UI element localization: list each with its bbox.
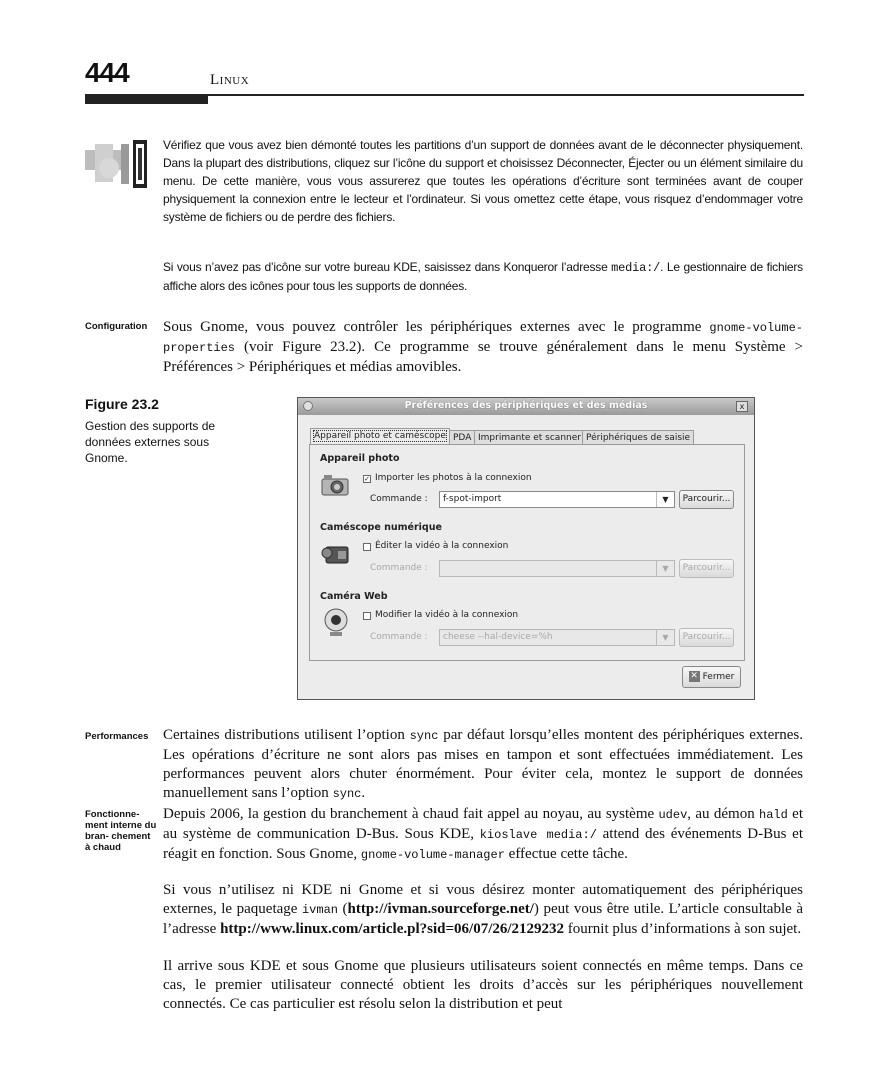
section-title: Caméra Web — [320, 591, 388, 602]
inline-code: sync — [332, 787, 362, 801]
figure-title: Figure 23.2 — [85, 396, 159, 412]
command-combo[interactable]: f-spot-import ▼ — [439, 491, 675, 508]
margin-label: Fonctionne- ment interne du bran- chement à chaud — [85, 809, 157, 853]
close-icon: ✕ — [690, 671, 698, 681]
tab-imprimante[interactable]: Imprimante et scanner — [474, 430, 585, 444]
section-title: Appareil photo — [320, 453, 400, 464]
inline-code: ivman — [301, 903, 338, 917]
inline-code: media:/ — [611, 261, 661, 275]
webcam-icon — [322, 607, 350, 639]
chevron-down-icon[interactable]: ▼ — [656, 630, 674, 645]
page-number: 444 — [85, 57, 129, 88]
close-button[interactable]: ✕ Fermer — [682, 666, 741, 688]
edit-video-label: Éditer la vidéo à la connexion — [375, 541, 509, 551]
url-link[interactable]: http://www.linux.com/article.pl?sid=06/07/26/2129232 — [220, 921, 565, 937]
dialog-title: Préférences des périphériques et des médias — [404, 400, 648, 411]
header-rule-thick — [85, 96, 208, 104]
camera-icon — [320, 471, 352, 499]
tab-pda[interactable]: PDA — [449, 430, 475, 444]
command-label: Commande : — [370, 632, 428, 642]
command-combo[interactable] — [439, 560, 675, 577]
inline-code: hald — [759, 808, 788, 822]
browse-button[interactable]: Parcourir... — [679, 490, 734, 509]
tab-panel — [309, 444, 745, 661]
margin-label: Configuration — [85, 321, 148, 332]
chevron-down-icon[interactable]: ▼ — [656, 492, 674, 507]
margin-label: Performances — [85, 731, 149, 742]
dialog-titlebar — [298, 398, 754, 415]
browse-button[interactable]: Parcourir... — [679, 628, 734, 647]
command-label: Commande : — [370, 563, 428, 573]
tab-peripheriques-saisie[interactable]: Périphériques de saisie — [582, 430, 694, 444]
preferences-dialog — [297, 397, 755, 700]
inline-code: gnome-volume-manager — [360, 848, 505, 862]
note-hand-icon — [85, 140, 149, 188]
running-head: Linux — [210, 72, 250, 88]
inline-code: udev — [658, 808, 688, 822]
inline-code: gnome-volume-properties — [163, 321, 803, 355]
camcorder-icon — [320, 539, 352, 569]
modify-video-checkbox[interactable] — [363, 612, 371, 620]
body-paragraph: Si vous n’utilisez ni KDE ni Gnome et si vous désirez monter automatiquement des périphériques externes, le paquetage ivman (http://ivman.sourceforge.net/) peut vous être utile. L’article consultable à l’adresse http://www.linux.com/article.pl?sid=06/07/26/2129232 fournit plus d’informations à son sujet. — [163, 882, 803, 937]
figure-caption: Gestion des supports de données externes sous Gnome. — [85, 419, 216, 465]
command-label: Commande : — [370, 494, 428, 504]
note-paragraph: Si vous n’avez pas d’icône sur votre bureau KDE, saisissez dans Konqueror l’adresse media:/. Le gestionnaire de fichiers affiche alors des icônes pour tous les supports de données. — [163, 260, 803, 293]
close-icon[interactable]: x — [736, 401, 748, 412]
note-paragraph: Vérifiez que vous avez bien démonté toutes les partitions d’un support de données avant de le déconnecter physiquement. Dans la plupart des distributions, cliquez sur l’icône du support et choisissez Déconnecter, Éjecter ou un élément similaire du menu. De cette manière, vous vous assurerez que toutes les opérations d’écriture sont terminées avant de couper physiquement la connexion entre le lecteur et l’ordinateur. Si vous omettez cette étape, vous risquez d’endommager votre système de fichiers ou de perdre des fichiers. — [163, 138, 803, 224]
section-title: Caméscope numérique — [320, 522, 442, 533]
inline-code: kioslave media:/ — [479, 828, 597, 842]
edit-video-checkbox[interactable] — [363, 543, 371, 551]
command-combo[interactable]: cheese --hal-device=%h ▼ — [439, 629, 675, 646]
body-paragraph: Sous Gnome, vous pouvez contrôler les périphériques externes avec le programme gnome-volume-properties (voir Figure 23.2). Ce programme se trouve généralement dans le menu Système > Préférences > Périphériques et médias amovibles. — [163, 319, 803, 375]
body-paragraph: Certaines distributions utilisent l’option sync par défaut lorsqu’elles montent des périphériques externes. Les opérations d’écriture ne sont alors pas mises en tampon et sont effectuées immédiatement. Les performances peuvent alors chuter énormément. Pour éviter cela, montez le support de données manuellement sans l’option sync. — [163, 727, 803, 801]
inline-code: sync — [409, 729, 439, 743]
modify-video-label: Modifier la vidéo à la connexion — [375, 610, 519, 620]
url-link[interactable]: http://ivman.sourceforge.net/ — [347, 901, 534, 917]
import-photos-checkbox[interactable]: ✓ — [364, 475, 370, 483]
import-photos-label: Importer les photos à la connexion — [375, 473, 532, 483]
body-paragraph: Il arrive sous KDE et sous Gnome que plusieurs utilisateurs soient connectés en même temps. Dans ce cas, le premier utilisateur connecté obtient les droits d’accès sur les périphériques nouvellement connectés. Ce cas particulier est résolu selon la distribution et peut — [163, 958, 803, 1012]
browse-button[interactable]: Parcourir... — [679, 559, 734, 578]
chevron-down-icon[interactable]: ▼ — [656, 561, 674, 576]
tab-appareil-photo[interactable]: Appareil photo et caméscope — [310, 428, 450, 445]
body-paragraph: Depuis 2006, la gestion du branchement à chaud fait appel au noyau, au système udev, au démon hald et au système de communication D-Bus. Sous KDE, kioslave media:/ attend des événements D-Bus et réagit en fonction. Sous Gnome, gnome-volume-manager effectue cette tâche. — [163, 806, 803, 862]
